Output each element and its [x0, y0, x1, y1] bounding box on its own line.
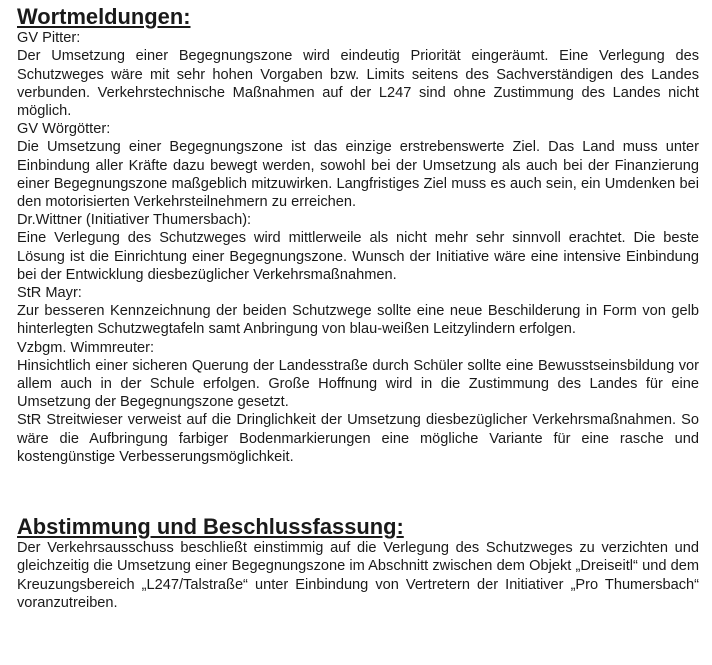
speaker-statement: Die Umsetzung einer Begegnungszone ist das einzige erstrebenswerte Ziel. Das Land muss unter Einbindung aller Kräfte dazu bewegt werden, sowohl bei der Umsetzung als auch bei der Finanzierung einer Begegnungszone maßgeblich mitzuwirken. Langfristiges Ziel muss es auch sein, ein Umdenken bei den motorisierten Verkehrsteilnehmern zu erreichen.: [17, 139, 699, 211]
section-abstimmung: [17, 514, 699, 612]
speaker-entry: [17, 339, 699, 412]
section-heading-abstimmung: Abstimmung und Beschlussfassung:: [17, 514, 404, 540]
speaker-name: Vzbgm. Wimmreuter:: [17, 339, 155, 356]
closing-statement: StR Streitwieser verweist auf die Dringlichkeit der Umsetzung diesbezüglicher Verkehrsmaßnahmen. So wäre die Aufbringung farbiger Bodenmarkierungen eine mögliche Variante für eine rasche und kostengünstige Verbesserungsmöglichkeit.: [17, 412, 699, 465]
speaker-name: GV Wörgötter:: [17, 121, 111, 138]
speaker-name: Dr.Wittner (Initiativer Thumersbach):: [17, 212, 252, 229]
speaker-statement: Eine Verlegung des Schutzweges wird mittlerweile als nicht mehr sehr sinnvoll erachtet. Die beste Lösung ist die Einrichtung einer Begegnungszone. Wunsch der Initiative wäre eine intensive Einbindung bei der Entwicklung diesbezüglicher Verkehrsmaßnahmen.: [17, 230, 699, 283]
speaker-entry: [17, 211, 699, 284]
section-spacer: [17, 466, 699, 518]
speaker-statement: Der Umsetzung einer Begegnungszone wird eindeutig Priorität eingeräumt. Eine Verlegung des Schutzweges wäre mit sehr hohen Vorgaben bzw. Limits seitens des Sachverständigen des Landes verbunden. Verkehrstechnische Maßnahmen auf der L247 sind ohne Zustimmung des Landes nicht möglich.: [17, 48, 699, 120]
document-page: [17, 4, 699, 612]
speaker-entry: [17, 29, 699, 120]
speaker-entry: [17, 120, 699, 211]
speaker-statement: Hinsichtlich einer sicheren Querung der Landesstraße durch Schüler sollte eine Bewusstseinsbildung vor allem auch in der Schule erfolgen. Große Hoffnung wird in die Zustimmung des Landes für eine Umsetzung der Begegnungszone gesetzt.: [17, 357, 699, 411]
section-wortmeldungen: [17, 4, 699, 466]
resolution-text: Der Verkehrsausschuss beschließt einstimmig auf die Verlegung des Schutzweges zu verzichten und gleichzeitig die Umsetzung einer Begegnungszone im Abschnitt zwischen dem Objekt „Dreiseitl“ und dem Kreuzungsbereich „L247/Talstraße“ unter Einbindung von Vertretern der Initiativer „Pro Thumersbach“ voranzutreiben.: [17, 540, 699, 611]
speaker-name: StR Mayr:: [17, 285, 82, 302]
section-heading-wortmeldungen: Wortmeldungen:: [17, 4, 191, 29]
speaker-statement: Zur besseren Kennzeichnung der beiden Schutzwege sollte eine neue Beschilderung in Form von gelb hinterlegten Schutzwegtafeln samt Anbringung von blau-weißen Leitzylindern erfolgen.: [17, 303, 699, 338]
speaker-name: GV Pitter:: [17, 30, 81, 47]
speaker-entry: [17, 284, 699, 339]
